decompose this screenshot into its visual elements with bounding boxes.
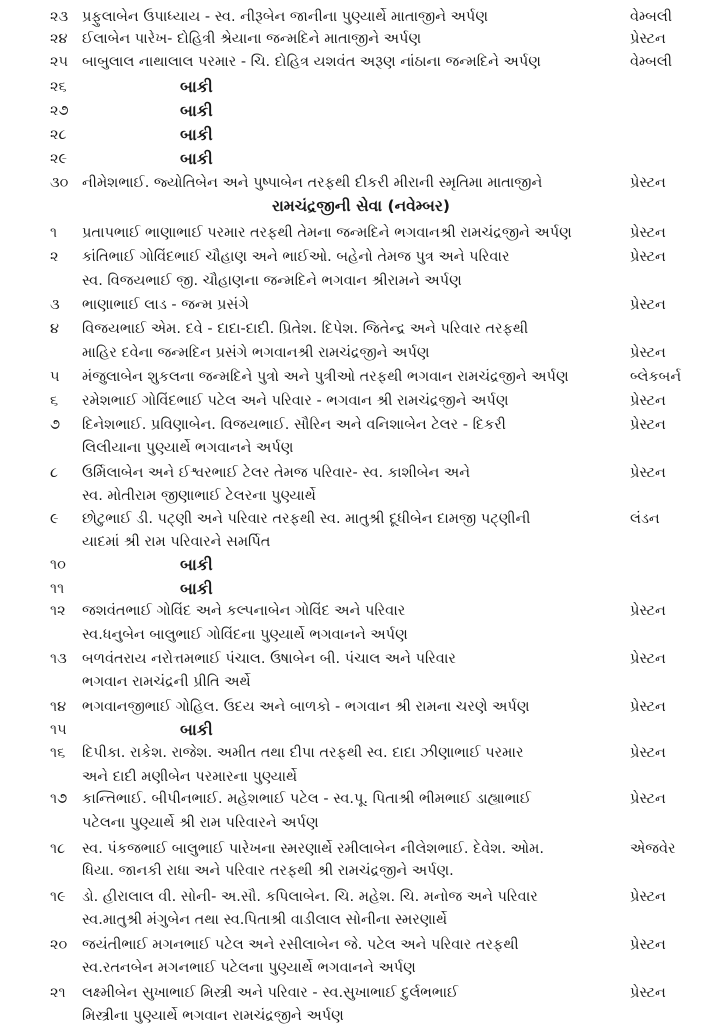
row-text: માહિર દવેના જન્મદિન પ્રસંગે ભગવાનશ્રી રામચંદ્રજીને અર્પણ xyxy=(82,345,430,361)
row-place: પ્રેસ્ટન xyxy=(630,175,666,191)
row-number: ૧૩ xyxy=(50,651,67,667)
row-number: ૨૩ xyxy=(50,9,69,25)
row-place: પ્રેસ્ટન xyxy=(630,249,666,265)
row-text: મંજુલાબેન શુકલના જન્મદિને પુત્રો અને પુત્રીઓ તરફથી ભગવાન રામચંદ્રજીને અર્પણ xyxy=(82,369,569,385)
remaining-label: બાકી xyxy=(180,579,213,598)
row-text: યાદમાં શ્રી રામ પરિવારને સમર્પિત xyxy=(82,534,271,550)
row-number: ૨૧ xyxy=(50,985,66,1001)
row-place: વેમ્બલી xyxy=(630,54,673,70)
row-text: પ્રફુલાબેન ઉપાધ્યાય - સ્વ. નીરૂબેન જાનીના પુણ્યાર્થે માતાજીને અર્પણ xyxy=(82,9,488,25)
row-number: ૧૯ xyxy=(50,889,66,905)
row-number: ૩ xyxy=(50,297,60,313)
row-text: કાંતિભાઈ ગોવિંદભાઈ ચૌહાણ અને ભાઈઓ. બહેનો તેમજ પુત્ર અને પરિવાર xyxy=(82,249,510,265)
row-number: ૧૭ xyxy=(50,791,68,807)
row-place: પ્રેસ્ટન xyxy=(630,937,666,953)
remaining-label: બાકી xyxy=(180,101,213,120)
row-place: પ્રેસ્ટન xyxy=(630,225,666,241)
row-text: ભગવાન રામચંદ્રની પ્રીતિ અર્થે xyxy=(82,674,251,690)
row-number: ૧૦ xyxy=(50,557,66,573)
row-place: લંડન xyxy=(630,511,660,527)
row-text: ધિયા. જાનકી રાધા અને પરિવાર તરફથી શ્રી રામચંદ્રજીને અર્પણ. xyxy=(82,863,454,879)
remaining-label: બાકી xyxy=(180,555,213,574)
row-number: ૫ xyxy=(50,369,60,385)
row-number: ૨૯ xyxy=(50,151,68,167)
row-number: ૨૬ xyxy=(50,79,67,95)
row-text: ભગવાનજીભાઈ ગોહિલ. ઉદય અને બાળકો - ભગવાન શ્રી રામના ચરણે અર્પણ xyxy=(82,699,530,715)
row-place: પ્રેસ્ટન xyxy=(630,345,666,361)
row-place: પ્રેસ્ટન xyxy=(630,603,666,619)
row-number: ૧૧ xyxy=(50,581,65,597)
remaining-label: બાકી xyxy=(180,77,213,96)
row-place: પ્રેસ્ટન xyxy=(630,791,666,807)
row-text: સ્વ.ધનુબેન બાલુભાઈ ગોવિંદના પુણ્યાર્થે ભગવાનને અર્પણ xyxy=(82,627,408,643)
row-number: ૧૫ xyxy=(50,722,67,738)
row-place: પ્રેસ્ટન xyxy=(630,31,666,47)
row-number: ૧૨ xyxy=(50,603,66,619)
row-text: ડો. હીરાલાલ વી. સોની- અ.સૌ. કપિલાબેન. ચિ. મહેશ. ચિ. મનોજ અને પરિવાર xyxy=(82,889,538,905)
row-number: ૨૦ xyxy=(50,937,68,953)
row-text: ભાણાભાઈ લાડ - જન્મ પ્રસંગે xyxy=(82,297,249,313)
row-text: સ્વ.માતુશ્રી મંગુબેન તથા સ્વ.પિતાશ્રી વાડીલાલ સોનીના સ્મરણાર્થે xyxy=(82,912,448,928)
row-text: સ્વ. મોતીરામ જીણાભાઈ ટેલરના પુણ્યાર્થે xyxy=(82,488,316,504)
row-text: કાન્તિભાઈ. બીપીનભાઈ. મહેશભાઈ પટેલ - સ્વ.પૂ. પિતાશ્રી ભીમભાઈ ડાહ્યાભાઈ xyxy=(82,791,532,807)
remaining-label: બાકી xyxy=(180,149,213,168)
row-text: સ્વ. પંકજભાઈ બાલુભાઈ પારેખના સ્મરણાર્થે રમીલાબેન નીલેશભાઈ. દેવેશ. ઓમ. xyxy=(82,841,544,857)
row-number: ૬ xyxy=(50,393,59,409)
row-number: ૨૫ xyxy=(50,54,69,70)
row-place: પ્રેસ્ટન xyxy=(630,417,666,433)
row-number: ૪ xyxy=(50,321,59,337)
row-place: પ્રેસ્ટન xyxy=(630,651,666,667)
row-text: બળવંતરાય નરોત્તમભાઈ પંચાલ. ઉષાબેન બી. પંચાલ અને પરિવાર xyxy=(82,651,456,667)
row-place: પ્રેસ્ટન xyxy=(630,699,666,715)
row-place: એજવેર xyxy=(630,841,676,857)
row-text: સ્વ. વિજયભાઈ જી. ચૌહાણના જન્મદિને ભગવાન શ્રીરામને અર્પણ xyxy=(82,273,462,289)
row-place: પ્રેસ્ટન xyxy=(630,889,666,905)
row-number: ૨૭ xyxy=(50,103,69,119)
row-number: ૧ xyxy=(50,225,58,241)
row-text: વિજયભાઈ એમ. દવે - દાદા-દાદી. પ્રિતેશ. દિપેશ. જિતેન્દ્ર અને પરિવાર તરફથી xyxy=(82,321,529,337)
row-number: ૧૬ xyxy=(50,745,66,761)
row-number: ૩૦ xyxy=(50,175,69,191)
row-text: પ્રતાપભાઈ ભાણાભાઈ પરમાર તરફથી તેમના જન્મદિને ભગવાનશ્રી રામચંદ્રજીને અર્પણ xyxy=(82,225,572,241)
row-text: જશવંતભાઈ ગોવિંદ અને કલ્પનાબેન ગોવિંદ અને પરિવાર xyxy=(82,603,406,619)
remaining-label: બાકી xyxy=(180,720,213,739)
row-text: બાબુલાલ નાથાલાલ પરમાર - ચિ. દોહિત્ર યશવંત અરૂણ નાંઠાના જન્મદિને અર્પણ xyxy=(82,54,541,70)
row-text: રમેશભાઈ ગોવિંદભાઈ પટેલ અને પરિવાર - ભગવાન શ્રી રામચંદ્રજીને અર્પણ xyxy=(82,393,509,409)
row-text: લિલીયાના પુણ્યાર્થે ભગવાનને અર્પણ xyxy=(82,440,294,456)
row-number: ૨૮ xyxy=(50,127,67,143)
row-place: વેમ્બલી xyxy=(630,9,673,25)
row-text: ઈલાબેન પારેખ- દોહિત્રી શ્રેયાના જન્મદિને માતાજીને અર્પણ xyxy=(82,31,422,47)
remaining-label: બાકી xyxy=(180,125,213,144)
row-place: પ્રેસ્ટન xyxy=(630,297,666,313)
row-place: પ્રેસ્ટન xyxy=(630,745,666,761)
row-text: જયંતીભાઈ મગનભાઈ પટેલ અને રસીલાબેન જે. પટેલ અને પરિવાર તરફથી xyxy=(82,937,519,953)
row-text: દિનેશભાઈ. પ્રવિણાબેન. વિજયભાઈ. સૌરિન અને વનિશાબેન ટેલર - દિકરી xyxy=(82,417,506,433)
row-text: પટેલના પુણ્યાર્થે શ્રી રામ પરિવારને અર્પણ xyxy=(82,815,319,831)
row-text: છોટુભાઈ ડી. પટ્ણી અને પરિવાર તરફથી સ્વ. માતુશ્રી દૂધીબેન દામજી પટ્ણીની xyxy=(82,511,531,527)
row-number: ૯ xyxy=(50,511,59,527)
row-text: મિસ્ત્રીના પુણ્યાર્થે ભગવાન રામચંદ્રજીને અર્પણ xyxy=(82,1008,344,1024)
row-text: દિપીકા. રાકેશ. રાજેશ. અમીત તથા દીપા તરફથી સ્વ. દાદા ઝીણાભાઈ પરમાર xyxy=(82,745,524,761)
row-text: નીમેશભાઈ. જ્યોતિબેન અને પુષ્પાબેન તરફથી દીકરી મીરાની સ્મૃતિમા માતાજીને xyxy=(82,175,543,191)
row-number: ૮ xyxy=(50,465,58,481)
row-number: ૭ xyxy=(50,417,61,433)
row-text: લક્ષ્મીબેન સુખાભાઈ મિસ્ત્રી અને પરિવાર - સ્વ.સુખાભાઈ દુર્લભભાઈ xyxy=(82,985,459,1001)
row-number: ૧૮ xyxy=(50,841,66,857)
row-place: બ્લેકબર્ન xyxy=(630,369,682,385)
row-number: ૧૪ xyxy=(50,699,67,715)
row-text: અને દાદી મણીબેન પરમારના પુણ્યાર્થે xyxy=(82,769,298,785)
section-heading: રામચંદ્રજીની સેવા (નવેમ્બર) xyxy=(272,197,450,215)
row-place: પ્રેસ્ટન xyxy=(630,465,666,481)
row-number: ૨ xyxy=(50,249,59,265)
row-number: ૨૪ xyxy=(50,31,68,47)
row-text: સ્વ.રતનબેન મગનભાઈ પટેલના પુણ્યાર્થે ભગવાનને અર્પણ xyxy=(82,960,416,976)
row-place: પ્રેસ્ટન xyxy=(630,985,666,1001)
row-text: ઉર્મિલાબેન અને ઈશ્વરભાઈ ટેલર તેમજ પરિવાર- સ્વ. કાશીબેન અને xyxy=(82,465,471,481)
row-place: પ્રેસ્ટન xyxy=(630,393,666,409)
